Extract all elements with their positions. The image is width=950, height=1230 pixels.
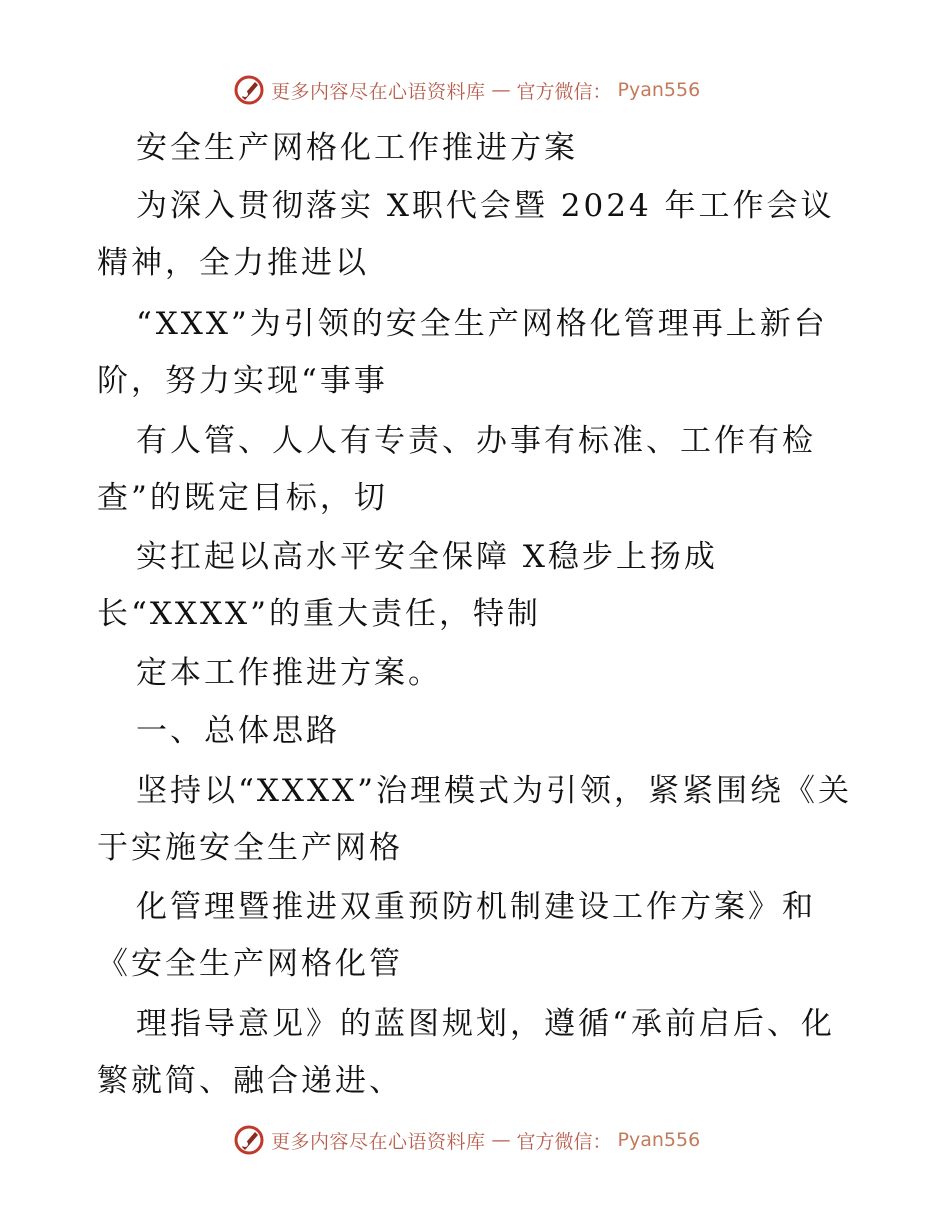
paragraph-line: 精神，全力推进以	[97, 245, 369, 281]
paragraph-line: 化管理暨推进双重预防机制建设工作方案》和	[136, 889, 816, 925]
watermark-id: Pyan556	[617, 79, 701, 101]
watermark-id: Pyan556	[617, 1129, 701, 1151]
paragraph-line: 实扛起以高水平安全保障 X稳步上扬成	[136, 539, 718, 575]
watermark-text: 更多内容尽在心语资料库	[271, 80, 486, 103]
paragraph-line: “XXX”为引领的安全生产网格化管理再上新台	[136, 306, 828, 342]
pen-logo-icon	[233, 74, 265, 106]
paragraph-line: 阶，努力实现“事事	[97, 363, 388, 399]
paragraph-line: 《安全生产网格化管	[97, 946, 403, 982]
paragraph-line: 于实施安全生产网格	[97, 830, 403, 866]
paragraph-line: 有人管、人人有专责、办事有标准、工作有检	[136, 423, 816, 459]
paragraph-line: 查”的既定目标，切	[97, 480, 388, 516]
paragraph-line: 坚持以“XXXX”治理模式为引领，紧紧围绕《关	[136, 773, 852, 809]
watermark-dash: —	[491, 79, 511, 101]
watermark-text: 更多内容尽在心语资料库	[271, 1130, 486, 1153]
watermark-header	[233, 73, 733, 107]
paragraph-line: 理指导意见》的蓝图规划，遵循“承前启后、化	[136, 1006, 835, 1042]
watermark-suffix: 官方微信：	[516, 1130, 612, 1153]
document-title: 安全生产网格化工作推进方案	[136, 130, 578, 166]
pen-logo-icon	[233, 1124, 265, 1156]
watermark-dash: —	[491, 1129, 511, 1151]
watermark-footer	[233, 1123, 733, 1157]
paragraph-line: 为深入贯彻落实 X职代会暨 2024 年工作会议	[136, 188, 835, 224]
paragraph-line: 长“XXXX”的重大责任，特制	[97, 596, 541, 632]
section-heading: 一、总体思路	[136, 713, 340, 749]
watermark-suffix: 官方微信：	[516, 80, 612, 103]
paragraph-line: 定本工作推进方案。	[136, 655, 442, 691]
paragraph-line: 繁就简、融合递进、	[97, 1063, 403, 1099]
